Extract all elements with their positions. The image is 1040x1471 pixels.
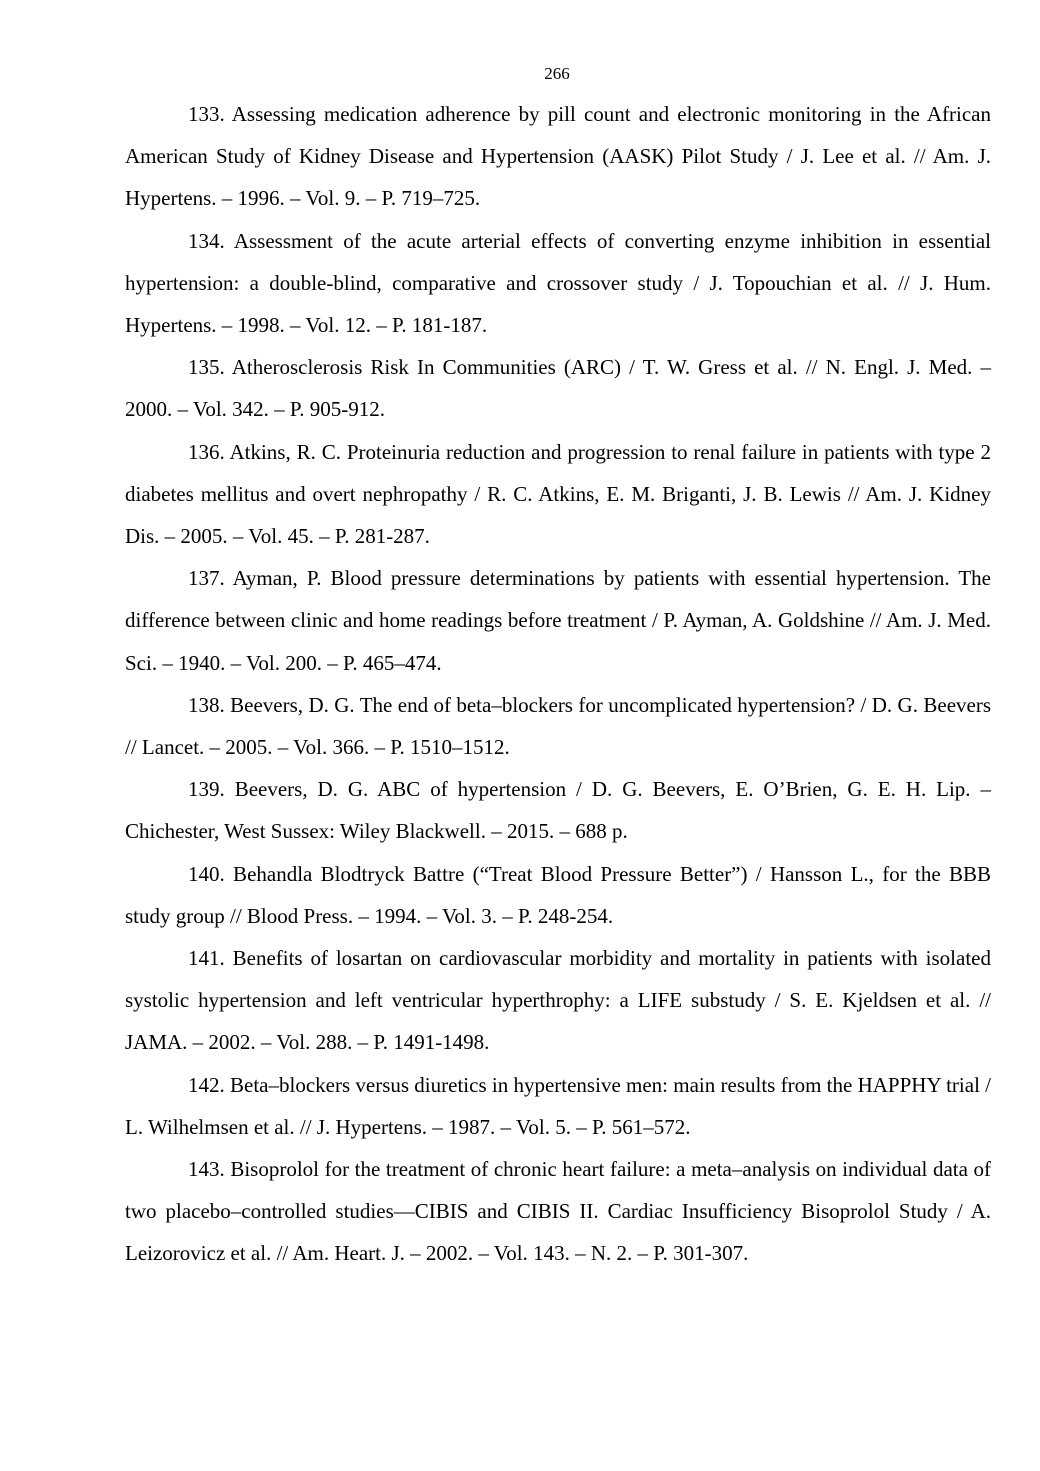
reference-item: 136. Atkins, R. C. Proteinuria reduction and progression to renal failure in patients with type 2 diabetes mellitus and overt nephropathy / R. C. Atkins, E. M. Briganti, J. B. Lewis // Am. J. Kidney Dis. – 2005. – Vol. 45. – P. 281-287. <box>125 439 991 549</box>
reference-item: 141. Benefits of losartan on cardiovascular morbidity and mortality in patients with isolated systolic hypertension and left ventricular hyperthrophy: a LIFE substudy / S. E. Kjeldsen et al. // JAMA. – 2002. – Vol. 288. – P. 1491-1498. <box>125 946 991 1055</box>
reference-list <box>125 93 991 1275</box>
reference-item: 137. Ayman, P. Blood pressure determinations by patients with essential hypertension. The difference between clinic and home readings before treatment / P. Ayman, A. Goldshine // Am. J. Med. Sci. – 1940. – Vol. 200. – P. 465–474. <box>125 566 991 675</box>
reference-item: 142. Beta–blockers versus diuretics in hypertensive men: main results from the HAPPHY trial / L. Wilhelmsen et al. // J. Hypertens. – 1987. – Vol. 5. – P. 561–572. <box>125 1072 991 1139</box>
reference-item: 135. Atherosclerosis Risk In Communities (ARC) / T. W. Gress et al. // N. Engl. J. Med. – 2000. – Vol. 342. – P. 905-912. <box>125 355 991 422</box>
page-number: 266 <box>544 64 570 83</box>
reference-item: 138. Beevers, D. G. The end of beta–blockers for uncomplicated hypertension? / D. G. Beevers // Lancet. – 2005. – Vol. 366. – P. 1510–1512. <box>125 692 991 760</box>
reference-item: 143. Bisoprolol for the treatment of chronic heart failure: a meta–analysis on individual data of two placebo–controlled studies—CIBIS and CIBIS II. Cardiac Insufficiency Bisoprolol Study / A. Leizorovicz et al. // Am. Heart. J. – 2002. – Vol. 143. – N. 2. – P. 301-307. <box>125 1157 991 1266</box>
reference-item: 139. Beevers, D. G. ABC of hypertension / D. G. Beevers, E. O’Brien, G. E. H. Lip. – Chichester, West Sussex: Wiley Blackwell. – 2015. – 688 p. <box>125 777 991 844</box>
reference-item: 140. Behandla Blodtryck Battre (“Treat Blood Pressure Better”) / Hansson L., for the BBB study group // Blood Press. – 1994. – Vol. 3. – P. 248-254. <box>125 861 991 928</box>
reference-item: 133. Assessing medication adherence by pill count and electronic monitoring in the African American Study of Kidney Disease and Hypertension (AASK) Pilot Study / J. Lee et al. // Am. J. Hypertens. – 1996. – Vol. 9. – P. 719–725. <box>125 102 991 211</box>
reference-item: 134. Assessment of the acute arterial effects of converting enzyme inhibition in essential hypertension: a double-blind, comparative and crossover study / J. Topouchian et al. // J. Hum. Hypertens. – 1998. – Vol. 12. – P. 181-187. <box>125 228 991 338</box>
